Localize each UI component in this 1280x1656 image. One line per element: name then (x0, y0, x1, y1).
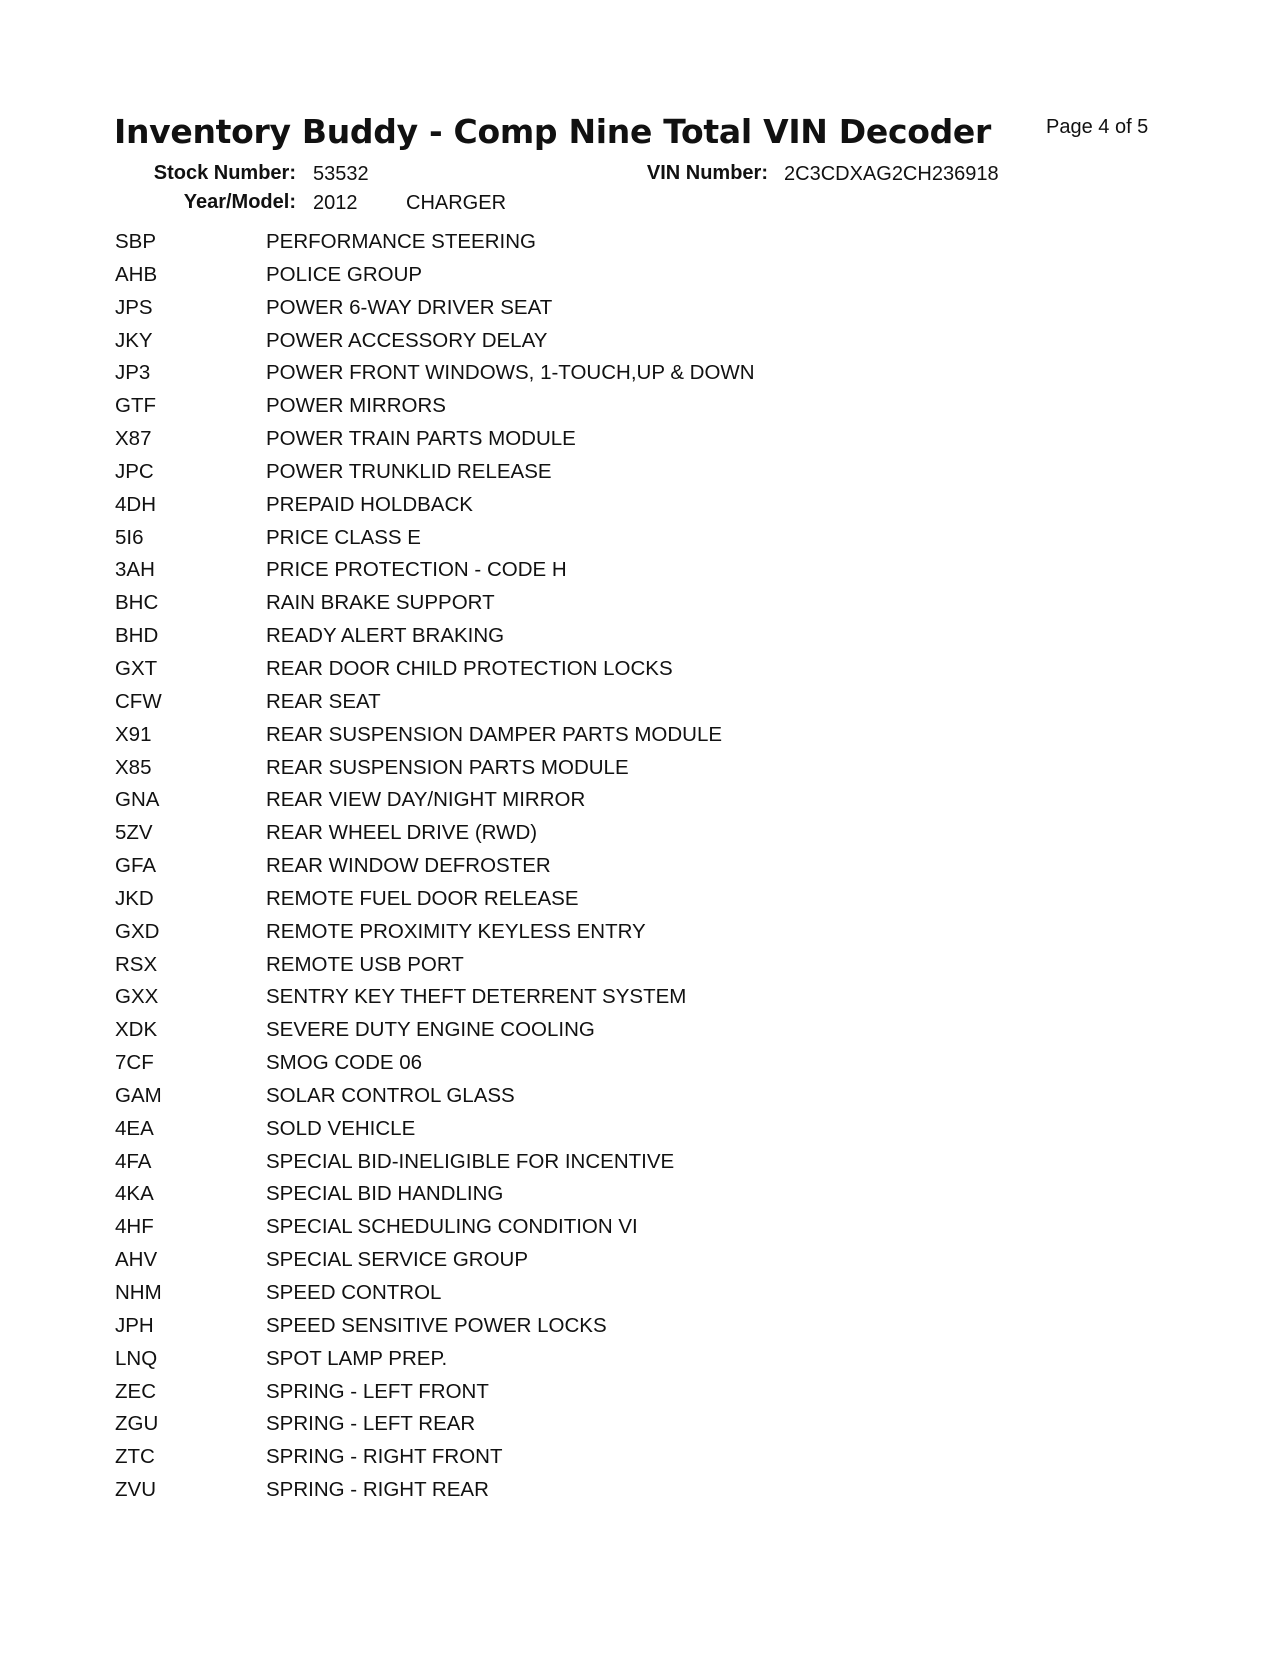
list-item (0, 786, 1280, 819)
option-description: REMOTE PROXIMITY KEYLESS ENTRY (266, 919, 646, 943)
list-item (0, 1082, 1280, 1115)
option-description: SEVERE DUTY ENGINE COOLING (266, 1018, 595, 1042)
list-item (0, 491, 1280, 524)
option-code: GTF (115, 394, 156, 418)
option-description: READY ALERT BRAKING (266, 624, 505, 648)
list-item (0, 1345, 1280, 1378)
option-description: POWER TRUNKLID RELEASE (266, 459, 552, 483)
list-item (0, 1279, 1280, 1312)
option-code: GAM (115, 1083, 162, 1107)
option-description: POWER FRONT WINDOWS, 1-TOUCH,UP & DOWN (266, 361, 755, 385)
option-code: JPC (115, 459, 154, 483)
option-code: 4EA (115, 1116, 154, 1140)
list-item (0, 1213, 1280, 1246)
option-code: JPH (115, 1313, 154, 1337)
list-item (0, 261, 1280, 294)
option-description: POWER TRAIN PARTS MODULE (266, 427, 576, 451)
option-code: JKY (115, 328, 153, 352)
option-description: REAR WHEEL DRIVE (RWD) (266, 821, 538, 845)
option-description: SPOT LAMP PREP. (266, 1346, 448, 1370)
option-description: POLICE GROUP (266, 262, 423, 286)
option-description: SPECIAL BID HANDLING (266, 1182, 504, 1206)
list-item (0, 1312, 1280, 1345)
option-code: X91 (115, 722, 152, 746)
option-description: REAR VIEW DAY/NIGHT MIRROR (266, 788, 586, 812)
option-code: CFW (115, 689, 162, 713)
option-description: RAIN BRAKE SUPPORT (266, 591, 495, 615)
option-code: 3AH (115, 558, 155, 582)
list-item (0, 622, 1280, 655)
option-code: ZTC (115, 1445, 155, 1469)
list-item (0, 918, 1280, 951)
option-code-list (0, 228, 1280, 1509)
list-item (0, 425, 1280, 458)
list-item (0, 524, 1280, 557)
option-description: PRICE PROTECTION - CODE H (266, 558, 567, 582)
list-item (0, 655, 1280, 688)
option-description: POWER 6-WAY DRIVER SEAT (266, 295, 553, 319)
option-code: ZVU (115, 1478, 156, 1502)
option-code: 4DH (115, 492, 157, 516)
option-description: SPEED CONTROL (266, 1281, 442, 1304)
page-indicator: Page 4 of 5 (1046, 116, 1149, 138)
option-code: GFA (115, 854, 157, 878)
option-code: SBP (115, 230, 157, 253)
option-description: SPECIAL SERVICE GROUP (266, 1248, 529, 1272)
option-description: REAR SEAT (266, 689, 381, 713)
year-value: 2012 (313, 192, 358, 214)
list-item (0, 1246, 1280, 1279)
option-code: ZGU (115, 1412, 159, 1436)
option-description: PERFORMANCE STEERING (266, 230, 536, 253)
option-description: SPECIAL BID-INELIGIBLE FOR INCENTIVE (266, 1149, 675, 1173)
option-description: SOLAR CONTROL GLASS (266, 1083, 515, 1107)
list-item (0, 852, 1280, 885)
option-description: POWER ACCESSORY DELAY (266, 328, 548, 352)
vin-number-label: VIN Number: (646, 162, 768, 184)
option-code: X85 (115, 755, 152, 779)
option-description: PREPAID HOLDBACK (266, 492, 473, 516)
model-value: CHARGER (406, 192, 507, 214)
list-item (0, 1378, 1280, 1411)
option-code: 5ZV (115, 821, 153, 845)
list-item (0, 885, 1280, 918)
option-code: BHC (115, 591, 159, 615)
option-description: SMOG CODE 06 (266, 1051, 423, 1075)
option-description: REAR SUSPENSION PARTS MODULE (266, 755, 629, 779)
option-description: SPECIAL SCHEDULING CONDITION VI (266, 1215, 638, 1239)
list-item (0, 983, 1280, 1016)
option-description: PRICE CLASS E (266, 525, 421, 549)
list-item (0, 589, 1280, 622)
option-code: 7CF (115, 1051, 154, 1075)
list-item (0, 556, 1280, 589)
option-description: REMOTE FUEL DOOR RELEASE (266, 886, 579, 910)
list-item (0, 294, 1280, 327)
option-code: GXT (115, 656, 158, 680)
option-code: JP3 (115, 361, 151, 385)
list-item (0, 228, 1280, 261)
list-item (0, 1443, 1280, 1476)
year-model-label: Year/Model: (183, 191, 296, 213)
option-code: GNA (115, 788, 160, 812)
option-code: 4FA (115, 1149, 152, 1173)
option-description: SPRING - LEFT REAR (266, 1412, 476, 1436)
option-code: AHV (115, 1248, 158, 1272)
option-code: ZEC (115, 1379, 156, 1403)
option-code: JKD (115, 886, 154, 910)
option-description: REAR DOOR CHILD PROTECTION LOCKS (266, 656, 673, 680)
list-item (0, 1476, 1280, 1509)
stock-number-value: 53532 (313, 163, 369, 185)
option-code: 4HF (115, 1215, 154, 1239)
option-code: 4KA (115, 1182, 154, 1206)
option-code: XDK (115, 1018, 158, 1042)
list-item (0, 1148, 1280, 1181)
vin-number-value: 2C3CDXAG2CH236918 (784, 163, 999, 185)
option-description: REMOTE USB PORT (266, 952, 464, 976)
option-code: X87 (115, 427, 152, 451)
option-description: REAR SUSPENSION DAMPER PARTS MODULE (266, 722, 723, 746)
list-item (0, 1115, 1280, 1148)
list-item (0, 392, 1280, 425)
list-item (0, 721, 1280, 754)
option-code: RSX (115, 952, 158, 976)
option-description: SPRING - RIGHT REAR (266, 1478, 489, 1502)
option-code: JPS (115, 295, 153, 319)
list-item (0, 754, 1280, 787)
option-description: SENTRY KEY THEFT DETERRENT SYSTEM (266, 985, 687, 1009)
option-description: SPRING - RIGHT FRONT (266, 1445, 503, 1469)
list-item (0, 327, 1280, 360)
option-code: GXX (115, 985, 159, 1009)
list-item (0, 1049, 1280, 1082)
option-code: AHB (115, 262, 158, 286)
list-item (0, 1410, 1280, 1443)
stock-number-label: Stock Number: (153, 162, 296, 184)
option-code: BHD (115, 624, 159, 648)
list-item (0, 819, 1280, 852)
page-title: Inventory Buddy - Comp Nine Total VIN Decoder (114, 112, 991, 151)
option-description: SPEED SENSITIVE POWER LOCKS (266, 1313, 607, 1337)
option-code: 5I6 (115, 525, 144, 549)
list-item (0, 688, 1280, 721)
option-code: NHM (115, 1281, 162, 1304)
list-item (0, 1180, 1280, 1213)
option-description: REAR WINDOW DEFROSTER (266, 854, 551, 878)
option-description: SOLD VEHICLE (266, 1116, 416, 1140)
list-item (0, 951, 1280, 984)
list-item (0, 359, 1280, 392)
option-description: POWER MIRRORS (266, 394, 446, 418)
option-code: GXD (115, 919, 160, 943)
list-item (0, 1016, 1280, 1049)
option-code: LNQ (115, 1346, 158, 1370)
list-item (0, 458, 1280, 491)
option-description: SPRING - LEFT FRONT (266, 1379, 489, 1403)
